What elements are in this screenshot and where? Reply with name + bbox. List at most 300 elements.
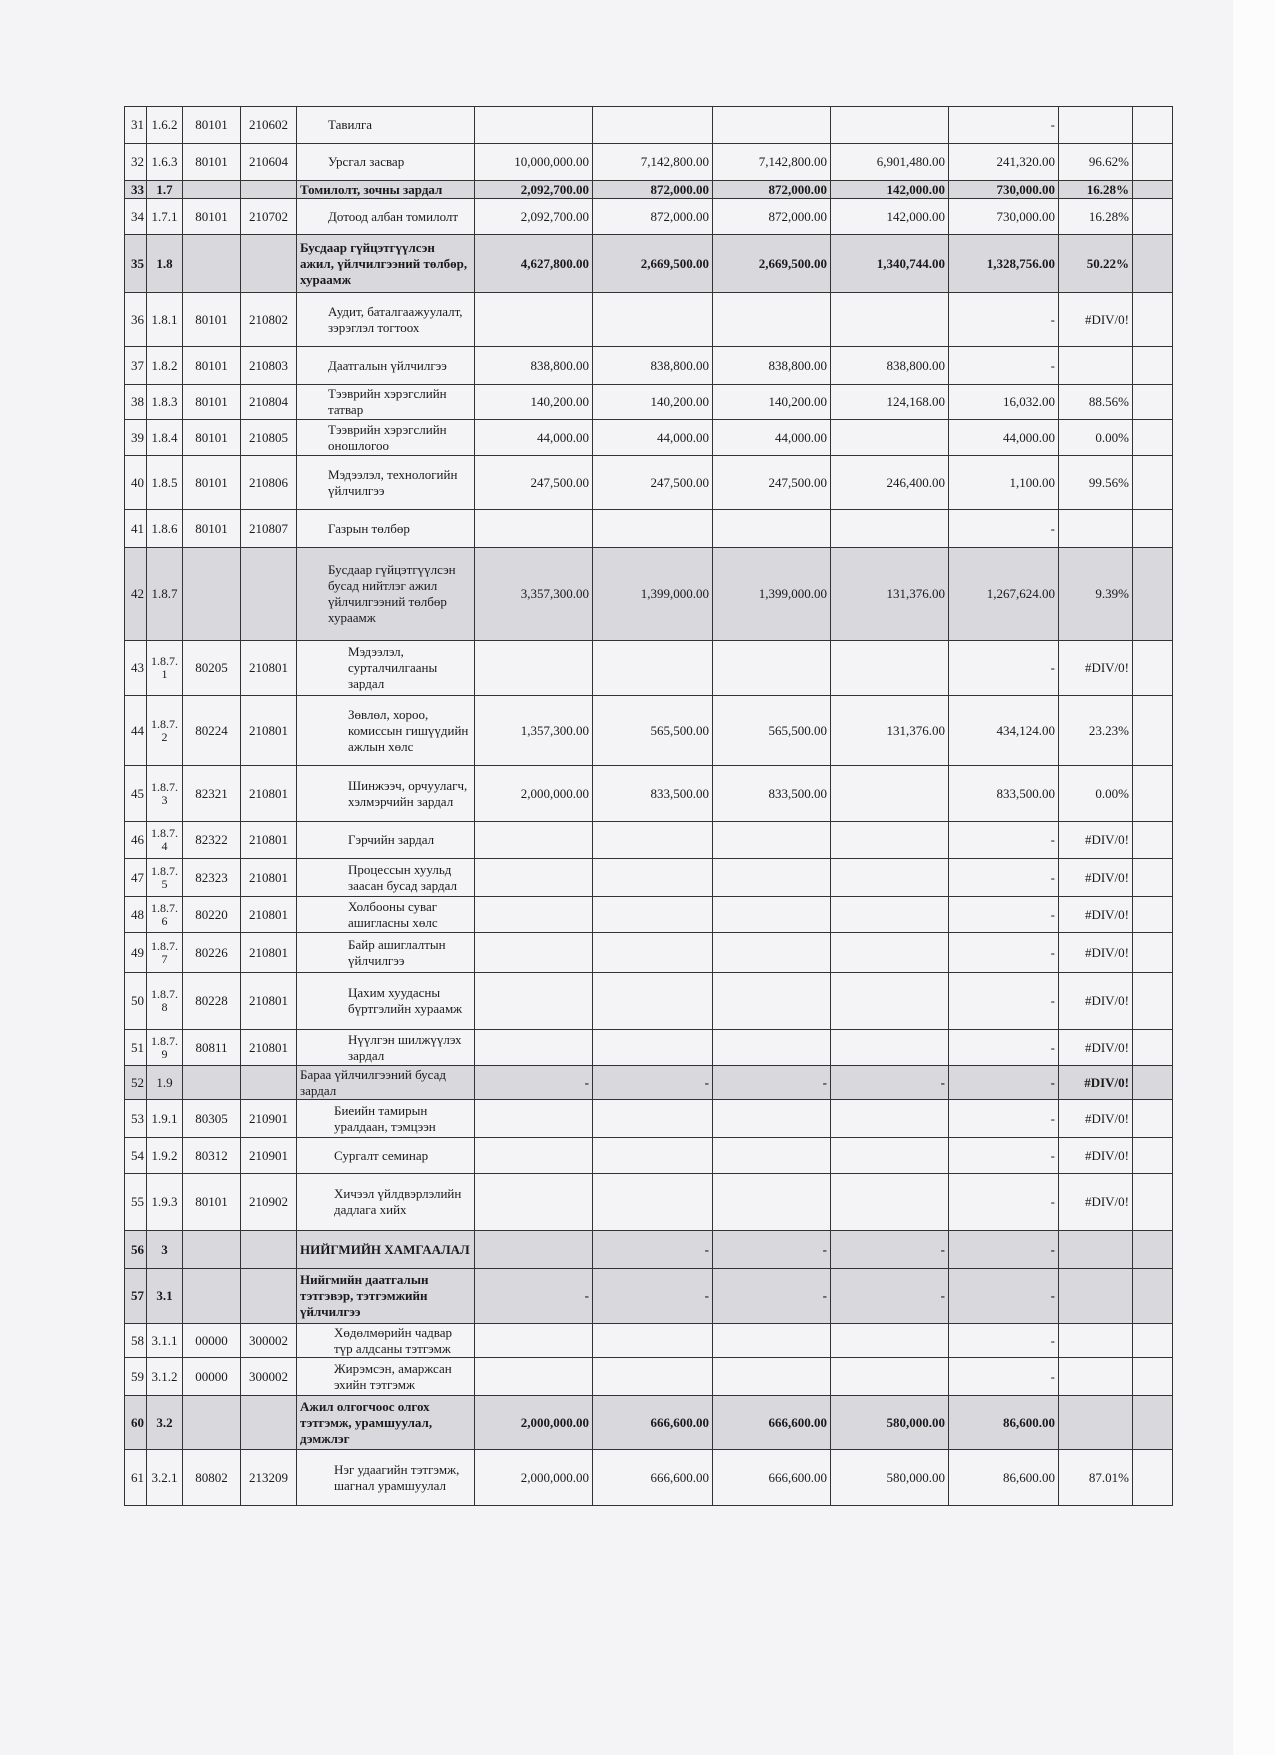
difference-cell: - — [949, 1138, 1059, 1174]
actual-cell: 580,000.00 — [831, 1396, 949, 1450]
financed-cell: - — [713, 1231, 831, 1269]
item-name-cell: Даатгалын үйлчилгээ — [297, 347, 475, 385]
annual-plan-cell: 4,627,800.00 — [475, 235, 593, 293]
item-name-cell: Гэрчийн зардал — [297, 822, 475, 859]
percent-cell: 96.62% — [1059, 144, 1133, 181]
actual-cell — [831, 973, 949, 1030]
blank-cell — [1133, 199, 1173, 235]
percent-cell — [1059, 1324, 1133, 1358]
blank-cell — [1133, 1231, 1173, 1269]
table-row — [125, 1396, 1173, 1450]
org-code-cell: 80101 — [183, 385, 241, 420]
period-plan-cell — [593, 1324, 713, 1358]
economic-code-cell: 210806 — [241, 456, 297, 510]
actual-cell — [831, 420, 949, 456]
financed-cell — [713, 510, 831, 548]
economic-code-cell: 210802 — [241, 293, 297, 347]
org-code-cell: 80101 — [183, 1174, 241, 1231]
difference-cell: - — [949, 293, 1059, 347]
period-plan-cell: 7,142,800.00 — [593, 144, 713, 181]
table-row — [125, 973, 1173, 1030]
annual-plan-cell — [475, 293, 593, 347]
actual-cell: - — [831, 1231, 949, 1269]
item-name-cell: Тээврийн хэрэгслийн оношлогоо — [297, 420, 475, 456]
actual-cell: 838,800.00 — [831, 347, 949, 385]
actual-cell: 246,400.00 — [831, 456, 949, 510]
percent-cell: #DIV/0! — [1059, 897, 1133, 933]
actual-cell — [831, 510, 949, 548]
row-number-cell: 35 — [125, 235, 147, 293]
row-number-cell: 36 — [125, 293, 147, 347]
difference-cell: 833,500.00 — [949, 766, 1059, 822]
item-name-cell: Бусдаар гүйцэтгүүлсэн бусад нийтлэг ажил үйлчилгээний төлбөр хураамж — [297, 548, 475, 641]
annual-plan-cell — [475, 1358, 593, 1396]
row-number-cell: 56 — [125, 1231, 147, 1269]
table-row — [125, 293, 1173, 347]
financed-cell — [713, 1358, 831, 1396]
percent-cell: 16.28% — [1059, 199, 1133, 235]
item-name-cell: Биеийн тамирын уралдаан, тэмцээн — [297, 1100, 475, 1138]
item-code-cell: 1.8.1 — [147, 293, 183, 347]
annual-plan-cell — [475, 1324, 593, 1358]
org-code-cell: 80226 — [183, 933, 241, 973]
blank-cell — [1133, 1450, 1173, 1506]
annual-plan-cell: 2,000,000.00 — [475, 1396, 593, 1450]
blank-cell — [1133, 510, 1173, 548]
actual-cell: - — [831, 1269, 949, 1324]
item-code-cell: 1.6.3 — [147, 144, 183, 181]
economic-code-cell: 210901 — [241, 1138, 297, 1174]
difference-cell: 730,000.00 — [949, 199, 1059, 235]
item-code-cell: 1.8.5 — [147, 456, 183, 510]
org-code-cell — [183, 1066, 241, 1100]
table-row — [125, 1100, 1173, 1138]
item-name-cell: Процессын хуульд заасан бусад зардал — [297, 859, 475, 897]
period-plan-cell: 140,200.00 — [593, 385, 713, 420]
org-code-cell: 80101 — [183, 144, 241, 181]
period-plan-cell — [593, 510, 713, 548]
org-code-cell — [183, 181, 241, 199]
annual-plan-cell — [475, 1174, 593, 1231]
difference-cell: - — [949, 822, 1059, 859]
difference-cell: 86,600.00 — [949, 1450, 1059, 1506]
percent-cell: #DIV/0! — [1059, 822, 1133, 859]
table-row — [125, 385, 1173, 420]
blank-cell — [1133, 385, 1173, 420]
annual-plan-cell: 44,000.00 — [475, 420, 593, 456]
row-number-cell: 52 — [125, 1066, 147, 1100]
item-name-cell: Бусдаар гүйцэтгүүлсэн ажил, үйлчилгээний төлбөр, хураамж — [297, 235, 475, 293]
economic-code-cell: 210801 — [241, 1030, 297, 1066]
economic-code-cell: 210702 — [241, 199, 297, 235]
table-row — [125, 1030, 1173, 1066]
item-code-cell: 1.8.7.2 — [147, 696, 183, 766]
period-plan-cell — [593, 933, 713, 973]
table-row — [125, 199, 1173, 235]
item-code-cell: 3.2 — [147, 1396, 183, 1450]
table-row — [125, 1231, 1173, 1269]
org-code-cell — [183, 548, 241, 641]
difference-cell: - — [949, 1066, 1059, 1100]
row-number-cell: 40 — [125, 456, 147, 510]
actual-cell — [831, 107, 949, 144]
annual-plan-cell — [475, 1100, 593, 1138]
difference-cell: 16,032.00 — [949, 385, 1059, 420]
annual-plan-cell: - — [475, 1269, 593, 1324]
economic-code-cell: 210901 — [241, 1100, 297, 1138]
percent-cell: 0.00% — [1059, 766, 1133, 822]
actual-cell — [831, 859, 949, 897]
blank-cell — [1133, 548, 1173, 641]
item-name-cell: Урсгал засвар — [297, 144, 475, 181]
table-row — [125, 933, 1173, 973]
actual-cell: 124,168.00 — [831, 385, 949, 420]
difference-cell: 1,267,624.00 — [949, 548, 1059, 641]
item-name-cell: Газрын төлбөр — [297, 510, 475, 548]
org-code-cell: 82323 — [183, 859, 241, 897]
item-code-cell: 3.1.2 — [147, 1358, 183, 1396]
item-name-cell: Зөвлөл, хороо, комиссын гишүүдийн ажлын хөлс — [297, 696, 475, 766]
actual-cell — [831, 1324, 949, 1358]
org-code-cell: 80224 — [183, 696, 241, 766]
item-code-cell: 1.9.3 — [147, 1174, 183, 1231]
item-name-cell: Холбооны суваг ашигласны хөлс — [297, 897, 475, 933]
blank-cell — [1133, 973, 1173, 1030]
period-plan-cell: - — [593, 1066, 713, 1100]
actual-cell: 142,000.00 — [831, 199, 949, 235]
percent-cell — [1059, 1231, 1133, 1269]
difference-cell: - — [949, 1269, 1059, 1324]
item-name-cell: Нэг удаагийн тэтгэмж, шагнал урамшуулал — [297, 1450, 475, 1506]
financed-cell — [713, 1324, 831, 1358]
economic-code-cell: 210807 — [241, 510, 297, 548]
item-code-cell: 1.8.7.4 — [147, 822, 183, 859]
blank-cell — [1133, 1174, 1173, 1231]
annual-plan-cell: 2,092,700.00 — [475, 199, 593, 235]
annual-plan-cell — [475, 822, 593, 859]
table-row — [125, 1174, 1173, 1231]
period-plan-cell: 872,000.00 — [593, 181, 713, 199]
item-code-cell: 1.8.4 — [147, 420, 183, 456]
row-number-cell: 46 — [125, 822, 147, 859]
item-code-cell: 1.9.2 — [147, 1138, 183, 1174]
difference-cell: - — [949, 973, 1059, 1030]
item-code-cell: 1.8.7.1 — [147, 641, 183, 696]
table-row — [125, 107, 1173, 144]
annual-plan-cell — [475, 933, 593, 973]
actual-cell — [831, 641, 949, 696]
period-plan-cell: 247,500.00 — [593, 456, 713, 510]
period-plan-cell: - — [593, 1269, 713, 1324]
org-code-cell: 82322 — [183, 822, 241, 859]
difference-cell: 241,320.00 — [949, 144, 1059, 181]
percent-cell — [1059, 347, 1133, 385]
percent-cell: #DIV/0! — [1059, 641, 1133, 696]
table-row — [125, 1450, 1173, 1506]
actual-cell — [831, 766, 949, 822]
economic-code-cell: 210801 — [241, 696, 297, 766]
table-body — [125, 107, 1173, 1506]
period-plan-cell — [593, 1174, 713, 1231]
period-plan-cell: 44,000.00 — [593, 420, 713, 456]
economic-code-cell: 210902 — [241, 1174, 297, 1231]
item-name-cell: Мэдээлэл, сурталчилгааны зардал — [297, 641, 475, 696]
annual-plan-cell: 140,200.00 — [475, 385, 593, 420]
actual-cell: 131,376.00 — [831, 548, 949, 641]
annual-plan-cell — [475, 1030, 593, 1066]
percent-cell: 9.39% — [1059, 548, 1133, 641]
economic-code-cell: 210803 — [241, 347, 297, 385]
item-name-cell: Тавилга — [297, 107, 475, 144]
percent-cell: #DIV/0! — [1059, 1174, 1133, 1231]
row-number-cell: 39 — [125, 420, 147, 456]
economic-code-cell: 210604 — [241, 144, 297, 181]
period-plan-cell — [593, 1358, 713, 1396]
blank-cell — [1133, 347, 1173, 385]
financed-cell — [713, 107, 831, 144]
financed-cell: 565,500.00 — [713, 696, 831, 766]
blank-cell — [1133, 1396, 1173, 1450]
percent-cell: 99.56% — [1059, 456, 1133, 510]
actual-cell — [831, 293, 949, 347]
org-code-cell — [183, 1396, 241, 1450]
percent-cell: 23.23% — [1059, 696, 1133, 766]
period-plan-cell: 565,500.00 — [593, 696, 713, 766]
row-number-cell: 44 — [125, 696, 147, 766]
percent-cell — [1059, 1358, 1133, 1396]
financed-cell: - — [713, 1269, 831, 1324]
actual-cell — [831, 933, 949, 973]
table-row — [125, 181, 1173, 199]
table-row — [125, 641, 1173, 696]
financed-cell: 1,399,000.00 — [713, 548, 831, 641]
org-code-cell: 80811 — [183, 1030, 241, 1066]
org-code-cell: 82321 — [183, 766, 241, 822]
period-plan-cell — [593, 1138, 713, 1174]
table-row — [125, 235, 1173, 293]
actual-cell — [831, 822, 949, 859]
economic-code-cell: 210801 — [241, 933, 297, 973]
item-code-cell: 1.7.1 — [147, 199, 183, 235]
percent-cell: 88.56% — [1059, 385, 1133, 420]
table-row — [125, 696, 1173, 766]
item-code-cell: 1.8.6 — [147, 510, 183, 548]
period-plan-cell: 666,600.00 — [593, 1450, 713, 1506]
actual-cell — [831, 1138, 949, 1174]
percent-cell — [1059, 1269, 1133, 1324]
row-number-cell: 45 — [125, 766, 147, 822]
economic-code-cell: 210801 — [241, 897, 297, 933]
item-code-cell: 1.7 — [147, 181, 183, 199]
blank-cell — [1133, 1324, 1173, 1358]
economic-code-cell: 210602 — [241, 107, 297, 144]
period-plan-cell: - — [593, 1231, 713, 1269]
item-name-cell: Нүүлгэн шилжүүлэх зардал — [297, 1030, 475, 1066]
row-number-cell: 34 — [125, 199, 147, 235]
row-number-cell: 47 — [125, 859, 147, 897]
org-code-cell — [183, 235, 241, 293]
financed-cell: 247,500.00 — [713, 456, 831, 510]
blank-cell — [1133, 235, 1173, 293]
percent-cell: 87.01% — [1059, 1450, 1133, 1506]
annual-plan-cell — [475, 897, 593, 933]
financed-cell — [713, 973, 831, 1030]
difference-cell: - — [949, 1358, 1059, 1396]
item-name-cell: Цахим хуудасны бүртгэлийн хураамж — [297, 973, 475, 1030]
blank-cell — [1133, 1269, 1173, 1324]
period-plan-cell — [593, 293, 713, 347]
item-name-cell: НИЙГМИЙН ХАМГААЛАЛ — [297, 1231, 475, 1269]
item-code-cell: 1.8.2 — [147, 347, 183, 385]
annual-plan-cell: - — [475, 1066, 593, 1100]
org-code-cell: 80101 — [183, 107, 241, 144]
table-row — [125, 766, 1173, 822]
economic-code-cell: 210801 — [241, 973, 297, 1030]
economic-code-cell — [241, 548, 297, 641]
org-code-cell: 80101 — [183, 510, 241, 548]
row-number-cell: 42 — [125, 548, 147, 641]
percent-cell — [1059, 510, 1133, 548]
org-code-cell: 80101 — [183, 456, 241, 510]
difference-cell: - — [949, 510, 1059, 548]
difference-cell: 730,000.00 — [949, 181, 1059, 199]
financed-cell: 140,200.00 — [713, 385, 831, 420]
percent-cell: #DIV/0! — [1059, 973, 1133, 1030]
blank-cell — [1133, 822, 1173, 859]
economic-code-cell — [241, 181, 297, 199]
actual-cell: 6,901,480.00 — [831, 144, 949, 181]
difference-cell: 434,124.00 — [949, 696, 1059, 766]
difference-cell: - — [949, 933, 1059, 973]
economic-code-cell: 210801 — [241, 859, 297, 897]
org-code-cell: 80101 — [183, 347, 241, 385]
actual-cell: 142,000.00 — [831, 181, 949, 199]
annual-plan-cell — [475, 107, 593, 144]
annual-plan-cell — [475, 859, 593, 897]
financed-cell — [713, 1100, 831, 1138]
item-name-cell: Аудит, баталгаажуулалт, зэрэглэл тогтоох — [297, 293, 475, 347]
blank-cell — [1133, 293, 1173, 347]
financed-cell: 872,000.00 — [713, 181, 831, 199]
row-number-cell: 32 — [125, 144, 147, 181]
table-row — [125, 1358, 1173, 1396]
economic-code-cell: 210804 — [241, 385, 297, 420]
period-plan-cell — [593, 859, 713, 897]
percent-cell: #DIV/0! — [1059, 1030, 1133, 1066]
economic-code-cell: 210805 — [241, 420, 297, 456]
financed-cell: 838,800.00 — [713, 347, 831, 385]
period-plan-cell: 1,399,000.00 — [593, 548, 713, 641]
actual-cell — [831, 897, 949, 933]
actual-cell — [831, 1030, 949, 1066]
difference-cell: - — [949, 1100, 1059, 1138]
item-code-cell: 1.8.3 — [147, 385, 183, 420]
item-code-cell: 3.2.1 — [147, 1450, 183, 1506]
blank-cell — [1133, 1100, 1173, 1138]
percent-cell: #DIV/0! — [1059, 1100, 1133, 1138]
org-code-cell: 80228 — [183, 973, 241, 1030]
percent-cell: #DIV/0! — [1059, 1066, 1133, 1100]
row-number-cell: 54 — [125, 1138, 147, 1174]
budget-table — [124, 106, 1173, 1506]
blank-cell — [1133, 1066, 1173, 1100]
annual-plan-cell: 838,800.00 — [475, 347, 593, 385]
table-row — [125, 548, 1173, 641]
actual-cell — [831, 1358, 949, 1396]
item-code-cell: 1.6.2 — [147, 107, 183, 144]
item-name-cell: Нийгмийн даатгалын тэтгэвэр, тэтгэмжийн үйлчилгээ — [297, 1269, 475, 1324]
financed-cell — [713, 293, 831, 347]
row-number-cell: 50 — [125, 973, 147, 1030]
annual-plan-cell — [475, 641, 593, 696]
table-row — [125, 1269, 1173, 1324]
item-name-cell: Хичээл үйлдвэрлэлийн дадлага хийх — [297, 1174, 475, 1231]
item-code-cell: 3.1 — [147, 1269, 183, 1324]
financed-cell — [713, 822, 831, 859]
item-code-cell: 1.8.7.6 — [147, 897, 183, 933]
economic-code-cell: 210801 — [241, 822, 297, 859]
difference-cell: - — [949, 1174, 1059, 1231]
percent-cell: #DIV/0! — [1059, 293, 1133, 347]
org-code-cell: 80101 — [183, 199, 241, 235]
table-row — [125, 1324, 1173, 1358]
difference-cell: - — [949, 107, 1059, 144]
difference-cell: - — [949, 897, 1059, 933]
item-code-cell: 1.8.7.8 — [147, 973, 183, 1030]
page-edge — [1233, 0, 1275, 1755]
period-plan-cell: 833,500.00 — [593, 766, 713, 822]
org-code-cell: 80802 — [183, 1450, 241, 1506]
item-code-cell: 1.8.7.5 — [147, 859, 183, 897]
item-code-cell: 1.8.7.7 — [147, 933, 183, 973]
economic-code-cell — [241, 1231, 297, 1269]
percent-cell: #DIV/0! — [1059, 933, 1133, 973]
item-code-cell: 1.8.7.9 — [147, 1030, 183, 1066]
financed-cell — [713, 859, 831, 897]
period-plan-cell: 2,669,500.00 — [593, 235, 713, 293]
item-code-cell: 1.8.7 — [147, 548, 183, 641]
item-code-cell: 1.9.1 — [147, 1100, 183, 1138]
org-code-cell: 80305 — [183, 1100, 241, 1138]
blank-cell — [1133, 859, 1173, 897]
financed-cell — [713, 897, 831, 933]
period-plan-cell — [593, 973, 713, 1030]
table-row — [125, 1066, 1173, 1100]
difference-cell: 1,328,756.00 — [949, 235, 1059, 293]
item-name-cell: Шинжээч, орчуулагч, хэлмэрчийн зардал — [297, 766, 475, 822]
blank-cell — [1133, 456, 1173, 510]
table-row — [125, 144, 1173, 181]
row-number-cell: 55 — [125, 1174, 147, 1231]
table-row — [125, 1138, 1173, 1174]
actual-cell — [831, 1100, 949, 1138]
item-name-cell: Ажил олгогчоос олгох тэтгэмж, урамшуулал, дэмжлэг — [297, 1396, 475, 1450]
annual-plan-cell: 247,500.00 — [475, 456, 593, 510]
actual-cell: - — [831, 1066, 949, 1100]
annual-plan-cell: 2,000,000.00 — [475, 766, 593, 822]
annual-plan-cell: 1,357,300.00 — [475, 696, 593, 766]
economic-code-cell: 300002 — [241, 1358, 297, 1396]
percent-cell: 0.00% — [1059, 420, 1133, 456]
blank-cell — [1133, 1358, 1173, 1396]
item-name-cell: Тээврийн хэрэгслийн татвар — [297, 385, 475, 420]
row-number-cell: 61 — [125, 1450, 147, 1506]
blank-cell — [1133, 766, 1173, 822]
period-plan-cell — [593, 107, 713, 144]
difference-cell: - — [949, 1324, 1059, 1358]
blank-cell — [1133, 933, 1173, 973]
annual-plan-cell — [475, 510, 593, 548]
